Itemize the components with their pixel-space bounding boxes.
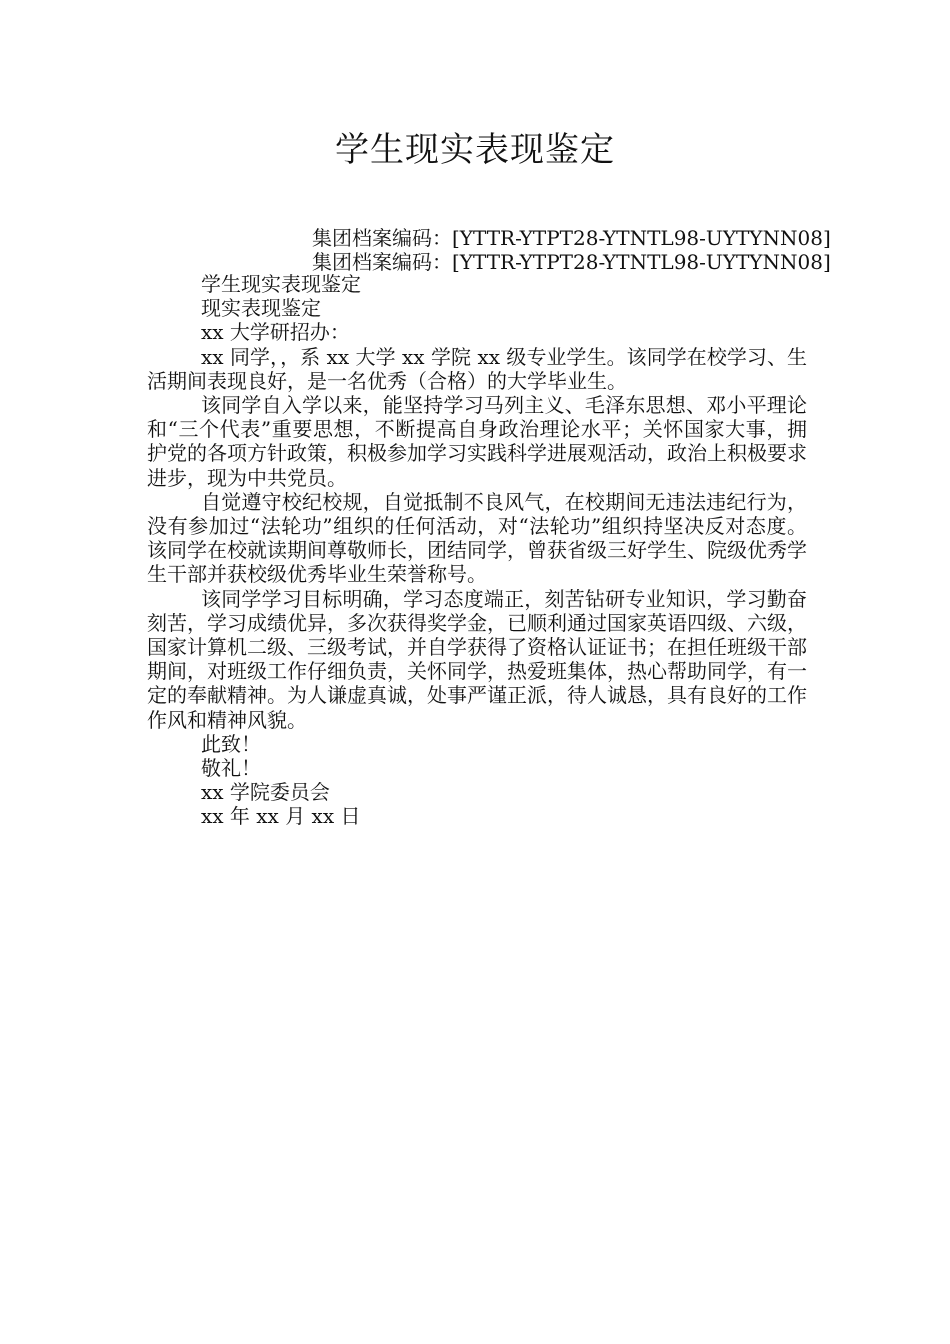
body-paragraph: xx 同学，，系 xx 大学 xx 学院 xx 级专业学生。该同学在校学习、生活期间表现良好，是一名优秀（合格）的大学毕业生。 [147,344,807,393]
heading-line: 学生现实表现鉴定 [201,272,361,296]
document-title: 学生现实表现鉴定 [335,130,615,170]
body-paragraph: 该同学学习目标明确，学习态度端正，刻苦钻研专业知识，学习勤奋刻苦，学习成绩优异，多次获得奖学金，已顺利通过国家英语四级、六级，国家计算机二级、三级考试，并自学获得了资格认证证书；在担任班级干部期间，对班级工作仔细负责，关怀同学，热爱班集体，热心帮助同学，有一定的奉献精神。为人谦虚真诚，处事严谨正派，待人诚恳，具有良好的工作作风和精神风貌。 [147,586,807,732]
salutation: xx 大学研招办： [201,320,350,345]
document-body [147,272,807,829]
heading-line: 现实表现鉴定 [201,296,321,321]
archive-code-line: 集团档案编码：[YTTR-YTPT28-YTNTL98-UYTYNN08] [312,226,831,250]
signature: xx 学院委员会 [201,780,330,805]
archive-code-line: 集团档案编码：[YTTR-YTPT28-YTNTL98-UYTYNN08] [312,250,831,274]
body-paragraph: 该同学自入学以来，能坚持学习马列主义、毛泽东思想、邓小平理论和“三个代表”重要思想，不断提高自身政治理论水平；关怀国家大事，拥护党的各项方针政策，积极参加学习实践科学进展观活动，政治上积极要求进步，现为中共党员。 [147,393,807,490]
date-line: xx 年 xx 月 xx 日 [201,804,361,829]
closing-line: 敬礼！ [201,756,261,781]
closing-line: 此致！ [201,731,261,756]
body-paragraph: 自觉遵守校纪校规，自觉抵制不良风气，在校期间无违法违纪行为，没有参加过“法轮功”组织的任何活动，对“法轮功”组织持坚决反对态度。该同学在校就读期间尊敬师长，团结同学，曾获省级三好学生、院级优秀学生干部并获校级优秀毕业生荣誉称号。 [147,489,807,587]
